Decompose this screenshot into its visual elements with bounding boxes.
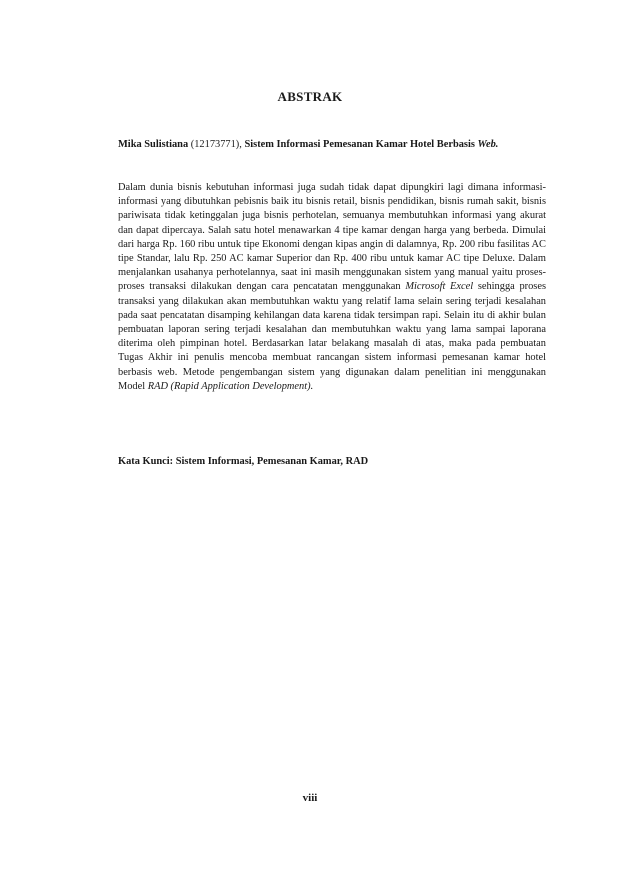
abstract-title: ABSTRAK: [277, 89, 343, 104]
abstract-body: [118, 181, 546, 394]
abstract-heading: [118, 138, 546, 152]
body-excel: Microsoft Excel: [405, 281, 474, 293]
page-number: viii: [302, 792, 318, 804]
thesis-title-italic: Web.: [477, 139, 499, 150]
student-id: (12173771),: [190, 139, 242, 150]
body-part-2: sehingga proses transaksi yang dilakukan akan membutuhkan waktu yang relatif lama selain sering terjadi kesalahan pada saat pencatatan disamping kehilangan data karena tidak tersimpan rapi. Selain itu di akhir bulan pembuatan laporan sering terjadi kesalahan dan membutuhkan waktu yang lama sampai laporana diterima oleh pimpinan hotel. Berdasarkan latar belakang masalah di atas, maka pada pembuatan Tugas Akhir ini penulis mencoba membuat rancangan sistem informasi pemesanan kamar hotel berbasis web. Metode pengembangan sistem yang digunakan dalam penelitian ini menggunakan Model: [118, 281, 546, 392]
body-rad: RAD (Rapid Application Development).: [147, 380, 314, 392]
thesis-title: Sistem Informasi Pemesanan Kamar Hotel Berbasis: [244, 139, 475, 150]
keywords-line: Kata Kunci: Sistem Informasi, Pemesanan Kamar, RAD: [118, 456, 369, 467]
body-part-1: Dalam dunia bisnis kebutuhan informasi juga sudah tidak dapat dipungkiri lagi dimana informasi-informasi yang dibutuhkan pebisnis baik itu bisnis retail, bisnis pendidikan, bisnis rumah sakit, bisnis pariwisata tidak ketinggalan juga bisnis perhotelan, semuanya membutuhkan informasi yang akurat dan dapat dipercaya. Salah satu hotel menawarkan 4 tipe kamar dengan harga yang berbeda. Dimulai dari harga Rp. 160 ribu untuk tipe Ekonomi dengan kipas angin di dalamnya, Rp. 200 ribu fasilitas AC tipe Standar, lalu Rp. 250 AC kamar Superior dan Rp. 400 ribu untuk kamar AC tipe Deluxe. Dalam menjalankan usahanya perhotelannya, saat ini masih menggunakan sistem yang manual yaitu proses-proses transaksi dilakukan dengan cara pencatatan menggunakan: [118, 182, 546, 293]
author-name: Mika Sulistiana: [118, 139, 189, 150]
